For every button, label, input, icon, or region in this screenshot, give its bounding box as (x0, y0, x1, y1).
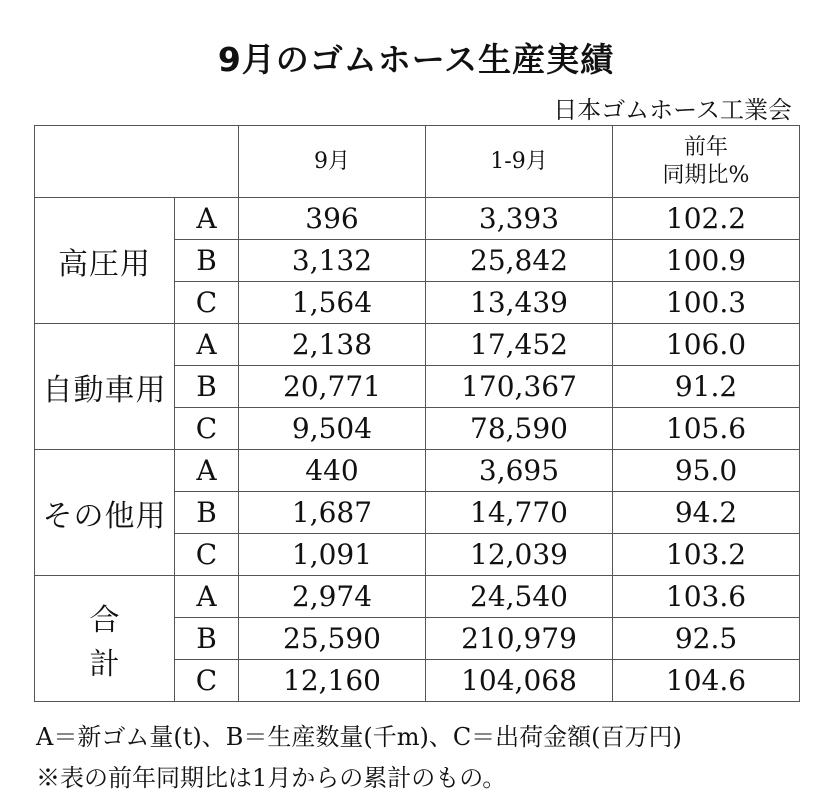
value-september: 2,138 (239, 324, 426, 366)
value-september: 1,091 (239, 534, 426, 576)
value-ytd: 13,439 (426, 282, 613, 324)
value-ytd: 210,979 (426, 618, 613, 660)
value-ytd: 17,452 (426, 324, 613, 366)
value-yoy: 104.6 (613, 660, 800, 702)
legend-note: A＝新ゴム量(t)、B＝生産数量(千m)、C＝出荷金額(百万円) (36, 723, 682, 751)
value-ytd: 12,039 (426, 534, 613, 576)
production-table (34, 125, 800, 702)
value-yoy: 103.6 (613, 576, 800, 618)
value-yoy: 92.5 (613, 618, 800, 660)
value-yoy: 100.3 (613, 282, 800, 324)
value-september: 1,687 (239, 492, 426, 534)
page-title: 9月のゴムホース生産実績 (217, 40, 615, 79)
value-september: 9,504 (239, 408, 426, 450)
value-september: 396 (239, 198, 426, 240)
value-september: 440 (239, 450, 426, 492)
value-september: 20,771 (239, 366, 426, 408)
value-ytd: 14,770 (426, 492, 613, 534)
row-code: C (175, 282, 239, 324)
value-ytd: 25,842 (426, 240, 613, 282)
group-label-other: その他用 (35, 450, 175, 576)
value-yoy: 91.2 (613, 366, 800, 408)
header-yoy-line2: 同期比% (662, 162, 750, 188)
comparison-note: ※表の前年同期比は1月からの累計のもの。 (36, 764, 507, 792)
value-ytd: 3,393 (426, 198, 613, 240)
header-september: 9月 (239, 126, 426, 198)
row-code: A (175, 450, 239, 492)
row-code: A (175, 198, 239, 240)
value-yoy: 102.2 (613, 198, 800, 240)
value-ytd: 3,695 (426, 450, 613, 492)
value-yoy: 103.2 (613, 534, 800, 576)
table-row (35, 450, 800, 492)
value-yoy: 100.9 (613, 240, 800, 282)
value-ytd: 78,590 (426, 408, 613, 450)
table-row (35, 324, 800, 366)
row-code: B (175, 618, 239, 660)
row-code: B (175, 366, 239, 408)
group-label-high-pressure: 高圧用 (35, 198, 175, 324)
row-code: B (175, 240, 239, 282)
header-yoy-line1: 前年 (683, 134, 728, 160)
row-code: B (175, 492, 239, 534)
table-header-row (35, 126, 800, 198)
row-code: A (175, 324, 239, 366)
table-row (35, 198, 800, 240)
group-label-total: 合計 (35, 576, 175, 702)
header-blank (35, 126, 239, 198)
row-code: C (175, 408, 239, 450)
header-jan-sep: 1-9月 (426, 126, 613, 198)
value-september: 12,160 (239, 660, 426, 702)
value-september: 3,132 (239, 240, 426, 282)
group-label-automotive: 自動車用 (35, 324, 175, 450)
value-yoy: 95.0 (613, 450, 800, 492)
value-ytd: 170,367 (426, 366, 613, 408)
table-row (35, 576, 800, 618)
header-yoy (613, 126, 800, 198)
value-yoy: 94.2 (613, 492, 800, 534)
value-ytd: 24,540 (426, 576, 613, 618)
value-september: 2,974 (239, 576, 426, 618)
row-code: C (175, 534, 239, 576)
row-code: C (175, 660, 239, 702)
value-september: 25,590 (239, 618, 426, 660)
organization-name: 日本ゴムホース工業会 (553, 96, 792, 124)
value-ytd: 104,068 (426, 660, 613, 702)
value-yoy: 106.0 (613, 324, 800, 366)
value-yoy: 105.6 (613, 408, 800, 450)
row-code: A (175, 576, 239, 618)
value-september: 1,564 (239, 282, 426, 324)
